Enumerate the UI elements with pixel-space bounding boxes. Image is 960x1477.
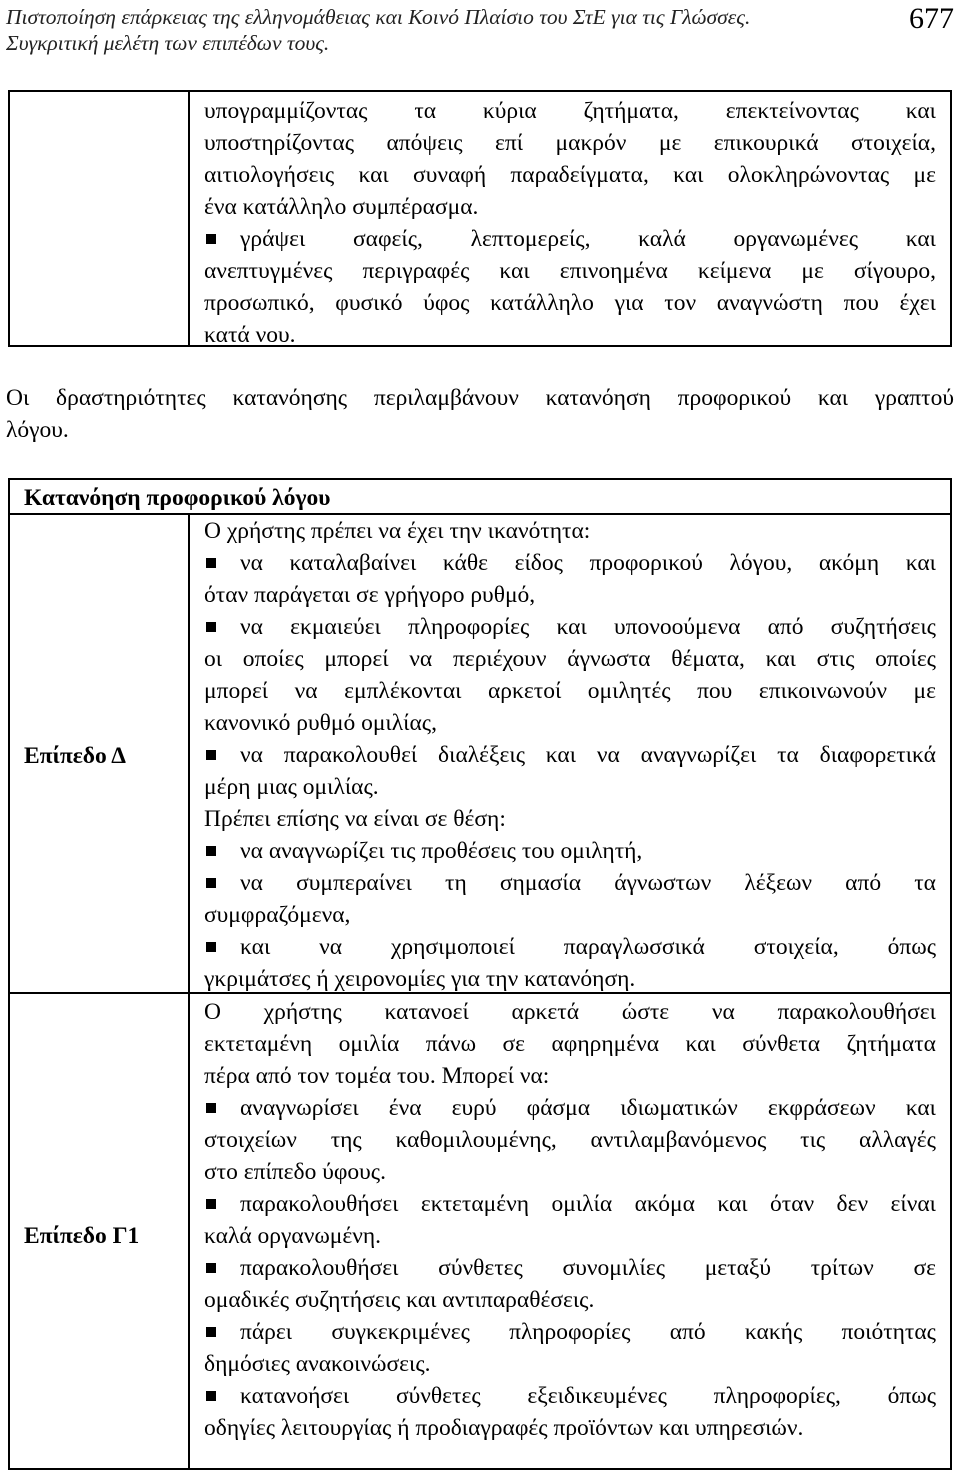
text-line: εκτεταμένη ομιλία πάνω σε αφηρημένα και σύνθετα ζητήματα [204,1031,936,1057]
text-line: δημόσιες ανακοινώσεις. [204,1351,431,1377]
body-paragraph [6,382,954,446]
text-line: κατά νου. [204,322,296,348]
bullet-item [204,1380,936,1412]
continuation-table [8,90,952,347]
text-line: στοιχείων της καθομιλουμένης, αντιλαμβανόμενος τις αλλαγές [204,1127,936,1153]
text-line: καλά οργανωμένη. [204,1223,382,1249]
text-line: οδηγίες λειτουργίας ή προδιαγραφές προϊόντων και υπηρεσιών. [204,1415,804,1441]
bullet-text: να παρακολουθεί διαλέξεις και να αναγνωρίζει τα διαφορετικά [240,742,936,768]
bullet-text: πάρει συγκεκριμένες πληροφορίες από κακής ποιότητας [240,1319,936,1345]
bullet-item [204,835,936,867]
text-line: προσωπικό, φυσικό ύφος κατάλληλο για τον αναγνώστη που έχει [204,290,936,316]
bullet-item [204,547,936,579]
bullet-icon [206,1327,216,1337]
bullet-icon [206,750,216,760]
text-line: γκριμάτσες ή χειρονομίες για την κατανόηση. [204,966,636,992]
bullet-icon [206,1199,216,1209]
bullet-item [204,1252,936,1284]
bullet-item [204,1316,936,1348]
text-line: ομαδικές συζητήσεις και αντιπαραθέσεις. [204,1287,595,1313]
table-title: Κατανόηση προφορικού λόγου [24,485,331,511]
bullet-text: γράψει σαφείς, λεπτομερείς, καλά οργανωμένες και [240,226,936,252]
bullet-text: να καταλαβαίνει κάθε είδος προφορικού λόγου, ακόμη και [240,550,936,576]
level-d-descriptor [204,515,936,995]
text-line: μέρη μιας ομιλίας. [204,774,379,800]
bullet-text: να συμπεραίνει τη σημασία άγνωστων λέξεων από τα [240,870,936,896]
text-line: Οι δραστηριότητες κατανόησης περιλαμβάνουν κατανόηση προφορικού και γραπτού [6,385,954,411]
level-label-c1: Επίπεδο Γ1 [24,1223,140,1249]
bullet-icon [206,846,216,856]
text-line: όταν παράγεται σε γρήγορο ρυθμό, [204,582,536,608]
bullet-icon [206,942,216,952]
bullet-icon [206,1263,216,1273]
bullet-text: κατανοήσει σύνθετες εξειδικευμένες πληροφορίες, όπως [240,1383,936,1409]
bullet-text: να αναγνωρίζει τις προθέσεις του ομιλητή, [240,838,643,864]
bullet-text: παρακολουθήσει σύνθετες συνομιλίες μεταξύ τρίτων σε [240,1255,936,1281]
bullet-item [204,1092,936,1124]
text-line: αιτιολογήσεις και συναφή παραδείγματα, και ολοκληρώνοντας με [204,162,936,188]
text-line: πέρα από τον τομέα του. Μπορεί να: [204,1063,550,1089]
bullet-text: αναγνωρίσει ένα ευρύ φάσμα ιδιωματικών εκφράσεων και [240,1095,936,1121]
continuation-cell [204,95,936,351]
bullet-text: παρακολουθήσει εκτεταμένη ομιλία ακόμα και όταν δεν είναι [240,1191,936,1217]
running-header [6,4,906,56]
bullet-text: να εκμαιεύει πληροφορίες και υπονοούμενα από συζητήσεις [240,614,936,640]
bullet-icon [206,622,216,632]
text-line: στο επίπεδο ύφους. [204,1159,386,1185]
text-line: Ο χρήστης πρέπει να έχει την ικανότητα: [204,518,591,544]
listening-comprehension-table [8,478,952,1470]
text-line: συμφραζόμενα, [204,902,351,928]
header-line-1: Πιστοποίηση επάρκειας της ελληνομάθειας και Κοινό Πλαίσιο του ΣτΕ για τις Γλώσσες. [6,5,751,29]
text-line: ένα κατάλληλο συμπέρασμα. [204,194,479,220]
bullet-icon [206,1103,216,1113]
level-c1-descriptor [204,996,936,1444]
bullet-item [204,739,936,771]
text-line: Πρέπει επίσης να είναι σε θέση: [204,806,506,832]
bullet-item [204,931,936,963]
level-label-d: Επίπεδο Δ [24,743,127,769]
page-number: 677 [909,2,954,35]
header-line-2: Συγκριτική μελέτη των επιπέδων τους. [6,31,330,55]
bullet-text: και να χρησιμοποιεί παραγλωσσικά στοιχεία, όπως [240,934,936,960]
bullet-icon [206,878,216,888]
bullet-icon [206,558,216,568]
column-divider [188,513,190,1468]
bullet-item [204,223,936,255]
bullet-item [204,867,936,899]
text-line: Ο χρήστης κατανοεί αρκετά ώστε να παρακολουθήσει [204,999,936,1025]
column-divider [188,92,190,345]
text-line: υποστηρίζοντας απόψεις επί μακρόν με επικουρικά στοιχεία, [204,130,936,156]
bullet-icon [206,234,216,244]
text-line: μπορεί να εμπλέκονται αρκετοί ομιλητές που επικοινωνούν με [204,678,936,704]
text-line: κανονικό ρυθμό ομιλίας, [204,710,437,736]
text-line: ανεπτυγμένες περιγραφές και επινοημένα κείμενα με σίγουρο, [204,258,936,284]
text-line: υπογραμμίζοντας τα κύρια ζητήματα, επεκτείνοντας και [204,98,936,124]
text-line: λόγου. [6,417,69,443]
text-line: οι οποίες μπορεί να περιέχουν άγνωστα θέματα, και στις οποίες [204,646,936,672]
bullet-item [204,1188,936,1220]
bullet-icon [206,1391,216,1401]
bullet-item [204,611,936,643]
